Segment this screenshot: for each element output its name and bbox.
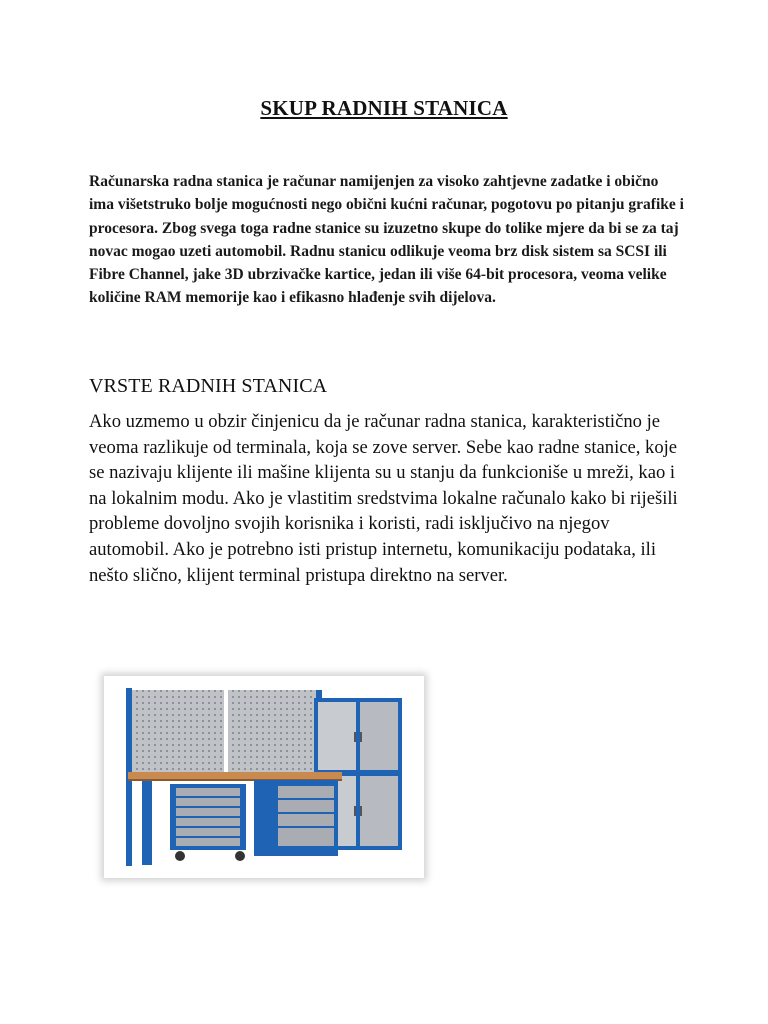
workbench-illustration: [104, 676, 424, 878]
wood-worktop: [128, 772, 342, 779]
bench-leg: [142, 781, 152, 865]
pegboard-left: [132, 690, 224, 772]
intro-paragraph: Računarska radna stanica je računar namijenjen za visoko zahtjevne zadatke i obično ima višetstruko bolje mogućnosti nego obični kućni računar, pogotovu po pitanju grafike i procesora. Zbog svega toga radne stanice su izuzetno skupe do tolike mjere da bi se za taj novac mogao uzeti automobil. Radnu stanicu odlikuje veoma brz disk sistem sa SCSI ili Fibre Channel, jake 3D ubrzivačke kartice, jedan ili više 64-bit procesora, veoma velike količine RAM memorije kao i efikasno hlađenje svih dijelova.: [89, 173, 684, 307]
caster-wheel: [235, 851, 245, 861]
workbench-photo: [104, 676, 424, 878]
caster-wheel: [175, 851, 185, 861]
cabinet-door: [318, 702, 356, 770]
document-title: SKUP RADNIH STANICA: [260, 96, 508, 120]
section-paragraph: Ako uzmemo u obzir činjenicu da je računar radna stanica, karakteristično je veoma razlikuje od terminala, koja se zove server. Sebe kao radne stanice, koje se nazivaju klijente ili mašine klijenta su u stanju da funkcioniše u mreži, kao i na lokalnim modu. Ako je vlastitim sredstvima lokalne računalo kako bi riješili probleme dovoljno svojih korisnika i koristi, radi isključivo na njegov automobil. Ako je potrebno isti pristup internetu, komunikaciju podataka, ili nešto slično, klijent terminal pristupa direktno na server.: [89, 411, 678, 586]
cabinet-door: [360, 776, 398, 846]
pegboard-right: [228, 690, 316, 772]
cabinet-door: [360, 702, 398, 770]
section-heading: VRSTE RADNIH STANICA: [89, 375, 328, 397]
